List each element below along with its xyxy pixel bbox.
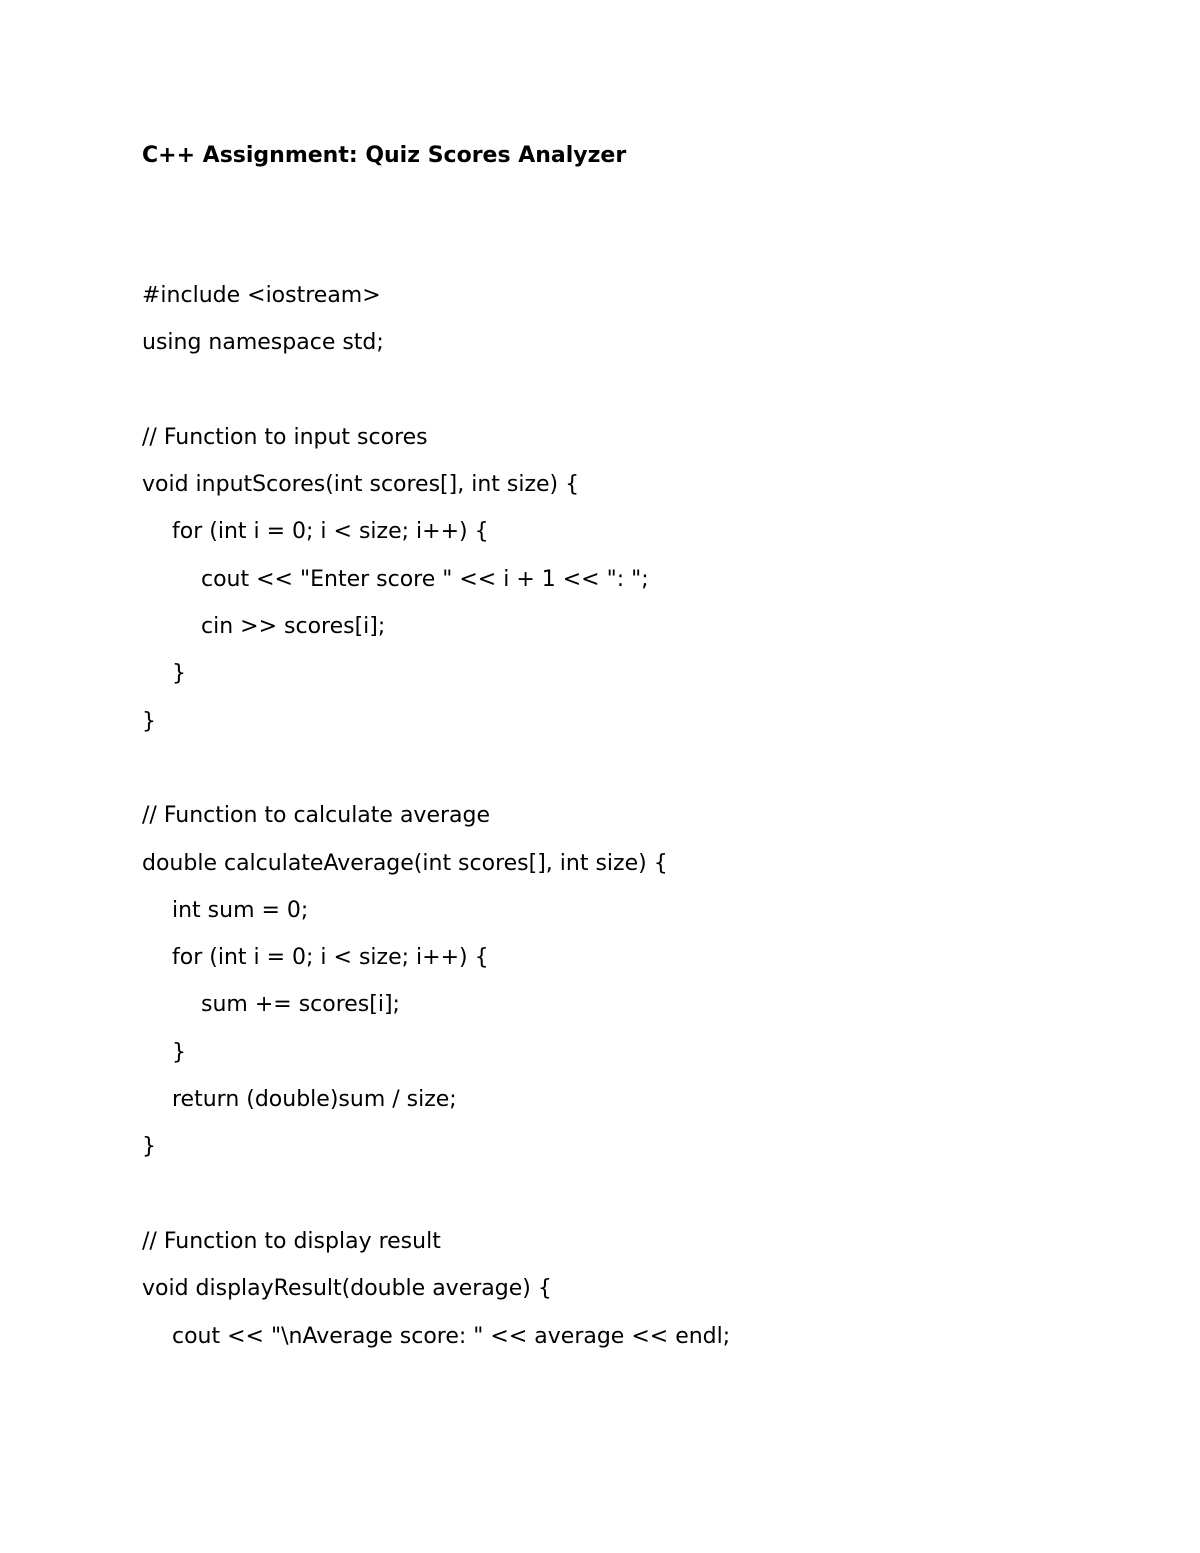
code-line: for (int i = 0; i < size; i++) { <box>172 945 489 971</box>
code-line: cout << "Enter score " << i + 1 << ": "; <box>201 566 649 592</box>
code-line: return (double)sum / size; <box>172 1087 457 1113</box>
blank-line <box>142 1180 730 1227</box>
document-title: C++ Assignment: Quiz Scores Analyzer <box>142 143 627 168</box>
code-line: void displayResult(double average) { <box>142 1276 552 1302</box>
code-line: cout << "\nAverage score: " << average << endl; <box>172 1323 731 1349</box>
code-line: using namespace std; <box>142 330 384 356</box>
code-line: } <box>142 708 156 734</box>
code-line: } <box>172 661 186 687</box>
blank-line <box>142 754 730 801</box>
code-line: // Function to display result <box>142 1228 441 1254</box>
code-line: // Function to calculate average <box>142 803 491 829</box>
code-line: void inputScores(int scores[], int size) { <box>142 472 580 498</box>
code-line: sum += scores[i]; <box>201 992 400 1018</box>
blank-line <box>142 376 730 423</box>
code-listing <box>142 281 730 1369</box>
code-line: cin >> scores[i]; <box>201 614 386 640</box>
code-line: for (int i = 0; i < size; i++) { <box>172 519 489 545</box>
code-line: int sum = 0; <box>172 897 309 923</box>
code-line: // Function to input scores <box>142 424 428 450</box>
code-line: } <box>142 1134 156 1160</box>
code-line: } <box>172 1039 186 1065</box>
code-line: #include <iostream> <box>142 283 381 308</box>
code-line: double calculateAverage(int scores[], int size) { <box>142 850 668 876</box>
